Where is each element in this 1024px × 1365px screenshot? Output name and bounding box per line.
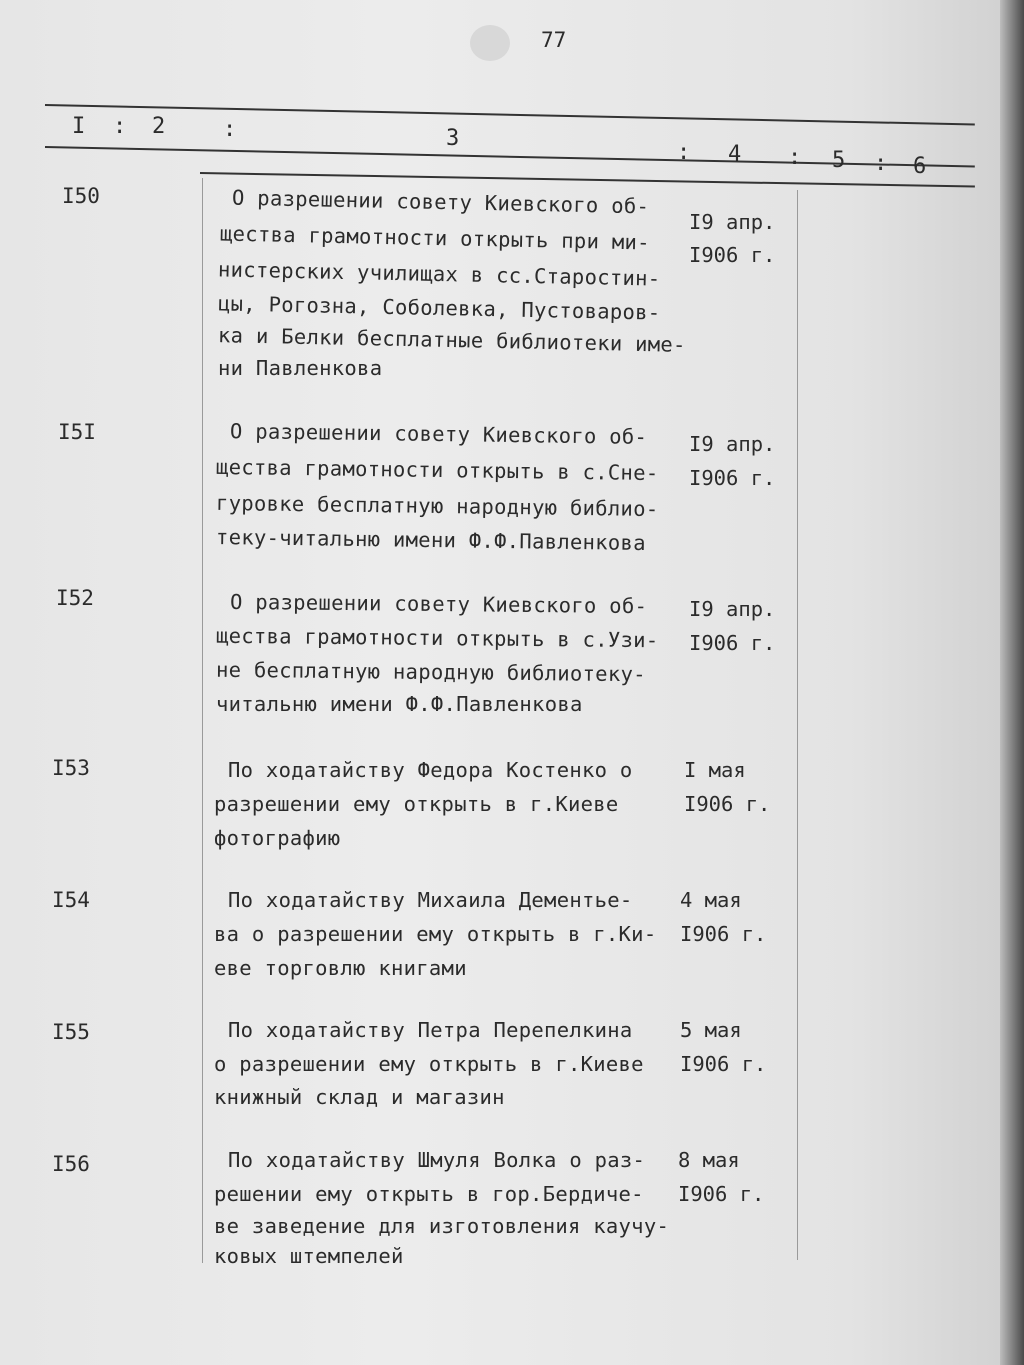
entry-date-line: I906 г. (680, 922, 767, 946)
entry-text-line: не бесплатную народную библиотеку- (215, 657, 646, 687)
column-header: 5 (832, 148, 846, 173)
entry-text-line: О разрешении совету Киевского об- (231, 185, 650, 219)
column-header: 6 (913, 154, 927, 179)
column-separator: : (113, 114, 127, 139)
page-edge-shadow (1000, 0, 1024, 1365)
column-separator: : (874, 151, 888, 176)
entry-text-line: О разрешении совету Киевского об- (229, 589, 648, 619)
entry-text-line: разрешении ему открыть в г.Киеве (214, 792, 619, 816)
entry-text-line: цы, Рогозна, Соболевка, Пустоваров- (217, 291, 661, 325)
entry-date-line: I906 г. (680, 1052, 767, 1076)
entry-text-line: щества грамотности открыть в с.Сне- (215, 454, 659, 486)
entry-number: I56 (52, 1152, 90, 1176)
entry-text-line: О разрешении совету Киевского об- (229, 419, 648, 449)
entry-date-line: I9 апр. (689, 210, 776, 234)
column-divider (202, 178, 203, 1263)
entry-date-line: 5 мая (680, 1018, 742, 1042)
entry-number: I54 (52, 888, 90, 912)
entry-date-line: I906 г. (689, 466, 776, 490)
entry-text-line: нистерских училищах в сс.Старостин- (217, 257, 661, 291)
entry-date-line: I906 г. (689, 631, 776, 655)
entry-text-line: о разрешении ему открыть в г.Киеве (214, 1052, 644, 1076)
entry-number: I55 (52, 1020, 90, 1044)
entry-text-line: щества грамотности открыть в с.Узи- (215, 623, 659, 653)
entry-date-line: I906 г. (684, 792, 771, 816)
entry-text-line: фотографию (214, 826, 341, 850)
entry-date-line: I мая (684, 758, 746, 782)
entry-text-line: решении ему открыть в гор.Бердиче- (214, 1182, 644, 1206)
entry-text-line: По ходатайству Шмуля Волка о раз- (228, 1148, 646, 1172)
entry-text-line: По ходатайству Федора Костенко о (228, 758, 633, 782)
column-divider (797, 190, 798, 1260)
entry-date-line: 8 мая (678, 1148, 740, 1172)
entry-number: I52 (56, 586, 94, 610)
column-separator: : (677, 140, 691, 165)
entry-text-line: ка и Белки бесплатные библиотеки име- (217, 323, 686, 357)
entry-text-line: щества грамотности открыть при ми- (219, 221, 651, 255)
column-header: 2 (152, 114, 166, 139)
column-header: I (72, 114, 86, 139)
column-separator: : (223, 117, 237, 142)
entry-number: I50 (62, 184, 100, 208)
entry-text-line: ни Павленкова (218, 356, 383, 380)
entry-text-line: По ходатайству Петра Перепелкина (228, 1018, 633, 1042)
entry-date-line: I906 г. (678, 1182, 765, 1206)
entry-text-line: теку-читальню имени Ф.Ф.Павленкова (215, 525, 646, 555)
column-separator: : (788, 145, 802, 170)
header-top-rule (45, 104, 975, 125)
bleed-through-stamp (470, 25, 510, 61)
entry-number: I5I (58, 420, 96, 444)
entry-date-line: I9 апр. (689, 432, 776, 456)
entry-text-line: ва о разрешении ему открыть в г.Ки- (214, 922, 657, 946)
entry-date-line: I906 г. (689, 243, 776, 267)
entry-date-line: 4 мая (680, 888, 742, 912)
page-number: 77 (541, 28, 567, 52)
column-header: 3 (446, 126, 460, 151)
entry-text-line: гуровке бесплатную народную библио- (215, 490, 659, 522)
entry-text-line: читальню имени Ф.Ф.Павленкова (216, 692, 583, 716)
entry-date-line: I9 апр. (689, 597, 776, 621)
header-bottom-rule (200, 172, 975, 188)
entry-text-line: ковых штемпелей (214, 1244, 404, 1268)
entry-text-line: ве заведение для изготовления каучу- (214, 1214, 670, 1238)
entry-text-line: книжный склад и магазин (214, 1085, 505, 1109)
entry-number: I53 (52, 756, 90, 780)
column-header: 4 (728, 142, 742, 167)
entry-text-line: По ходатайству Михаила Дементье- (228, 888, 633, 912)
entry-text-line: еве торговлю книгами (214, 956, 467, 980)
